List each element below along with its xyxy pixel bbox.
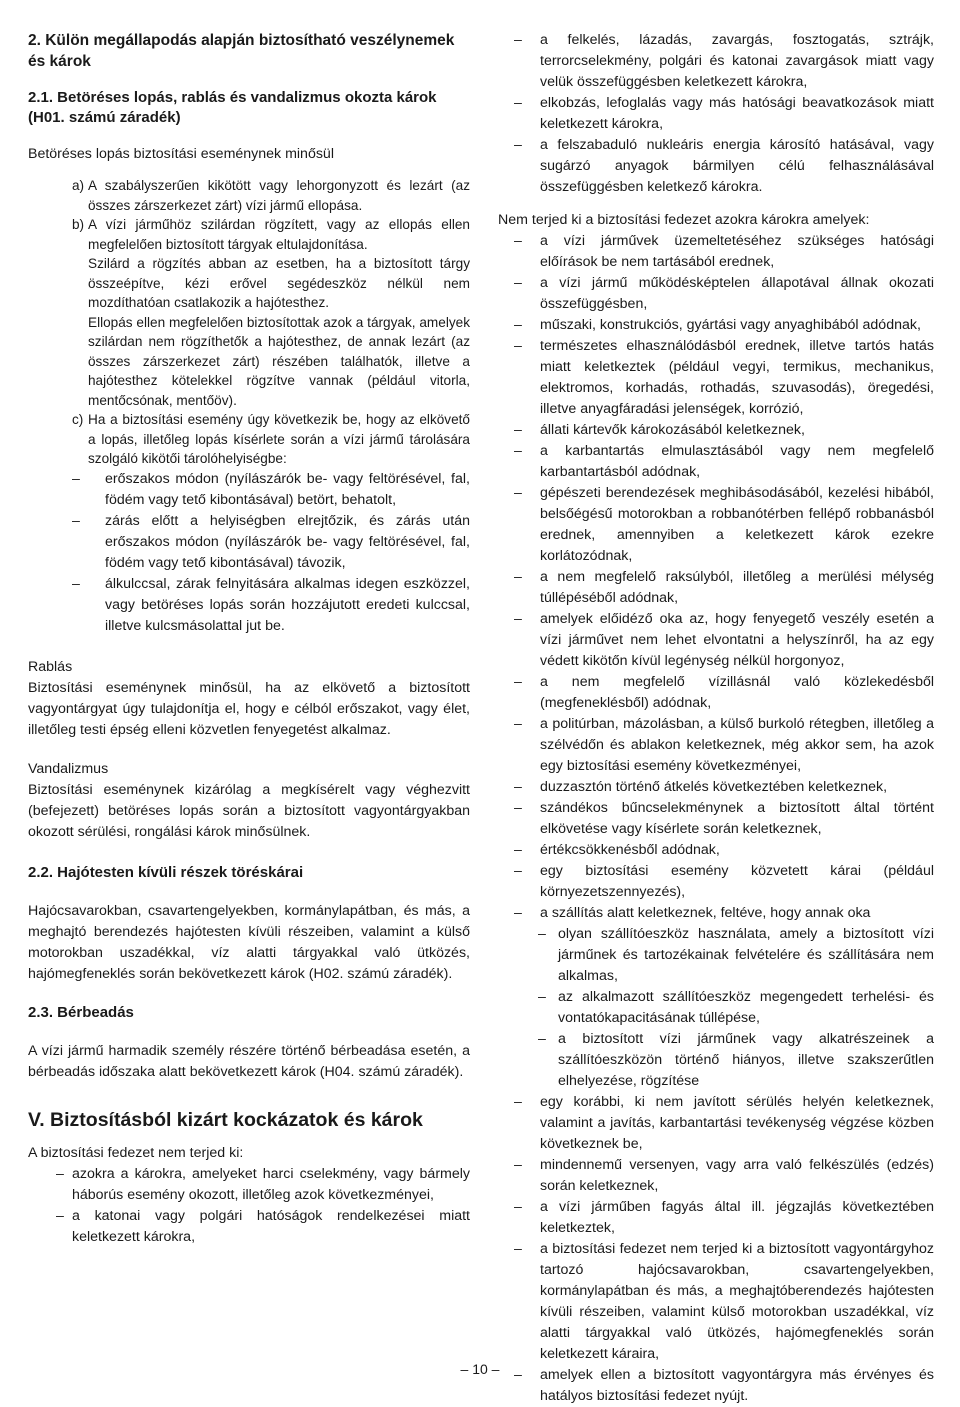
list-item: – az alkalmazott szállítóeszköz megengedett terhelési- és vontatókapacitásának túllépése,: [498, 987, 934, 1029]
exclusions-intro: A biztosítási fedezet nem terjed ki:: [28, 1144, 244, 1161]
list-item: – zárás előtt a helyiségben elrejtőzik, és zárás után erőszakos módon (nyílászárók be- vagy feltörésével, fal, födém vagy tető kibontásával) távozik,: [72, 511, 470, 574]
page-number: – 10 –: [460, 1361, 500, 1377]
vandalism-text: Biztosítási eseménynek kizárólag a megkísérelt vagy véghezvitt (befejezett) betöréses lopás során a biztosított vagyontárgyakban okozott sérülési, rongálási károk minősülnek.: [28, 781, 470, 840]
section-2-1-heading: 2.1. Betöréses lopás, rablás és vandalizmus okozta károk (H01. számú záradék): [28, 89, 437, 126]
robbery-text: Biztosítási eseménynek minősül, ha az elkövető a biztosított vagyontárgyat úgy tulajdonítja el, hogy e célból erőszakot, vagy élet, illetőleg testi épség elleni közvetlen fenyegetést alkalmaz.: [28, 679, 470, 738]
section-2-heading: 2. Külön megállapodás alapján biztosítható veszélynemek és károk: [28, 32, 455, 70]
list-item: – erőszakos módon (nyílászárók be- vagy feltörésével, fal, födém vagy tető kibontásával) betört, behatolt,: [72, 469, 470, 511]
exclusions-list: [28, 1164, 470, 1248]
list-item: – amelyek előidéző oka az, hogy fenyegető veszély esetén a vízi járművet nem lehet elvontatni a helyszínről, ha az egy védett kikötőn kívül legénység nélkül horgonyoz,: [498, 609, 934, 672]
condition-c: c) Ha a biztosítási esemény úgy következik be, hogy az elkövető a lopás, illetőleg lopás kísérlete során a vízi jármű tárolására szolgáló kikötői tárolóhelyiségbe:: [72, 412, 470, 466]
vandalism-title: Vandalizmus: [28, 760, 109, 777]
list-item: – természetes elhasználódásból erednek, illetve tartós hatás miatt keletkeztek (például vegyi, termikus, mechanikus, elektromos, korhadás, rothadás, szuvasodás), öregedési, illetve anyagfáradási jelenségek, korrózió,: [498, 336, 934, 420]
list-item: – elkobzás, lefoglalás vagy más hatósági beavatkozások miatt keletkezett károkra,: [498, 93, 934, 135]
list-item: – azokra a károkra, amelyeket harci cselekmény, vagy bármely háborús esemény okozott, illetőleg azok következményei,: [28, 1164, 470, 1206]
list-item: – a politúrban, mázolásban, a külső burkoló rétegben, illetőleg a szélvédőn és ablakon keletkeznek, még akkor sem, ha azok egy biztosítási esemény következményei,: [498, 714, 934, 777]
list-item: – amelyek ellen a biztosított vagyontárgyra más érvényes és hatályos biztosítási fedezet nyújt.: [498, 1365, 934, 1407]
section-2-2-heading: 2.2. Hajótesten kívüli részek töréskárai: [28, 863, 304, 881]
condition-c-list: [72, 469, 470, 637]
burglary-conditions: [28, 176, 470, 637]
list-item: – a felszabaduló nukleáris energia károsító hatásával, vagy sugárzó anyagok bármilyen célú felhasználásával összefüggésben keletkező károkra.: [498, 135, 934, 198]
list-item: – a vízi járművek üzemeltetéséhez szükséges hatósági előírások be nem tartásából erednek,: [498, 231, 934, 273]
section-2-3-text: A vízi jármű harmadik személy részére történő bérbeadása esetén, a bérbeadás időszaka alatt bekövetkezett károk (H04. számú záradék).: [28, 1042, 470, 1080]
damage-exclusions-intro: Nem terjed ki a biztosítási fedezet azokra károkra amelyek:: [498, 212, 870, 228]
left-column: [28, 30, 470, 1248]
condition-b-detail-fixing: Szilárd a rögzítés abban az esetben, ha a biztosított tárgy összeépítve, kézi erővel segédeszköz nélkül nem mozdíthatóan csatlakozik a hajótesthez.: [88, 256, 470, 310]
transport-sublist: [498, 924, 934, 1092]
list-item: – duzzasztón történő átkelés következtében keletkeznek,: [498, 777, 934, 798]
section-2-2-text: Hajócsavarokban, csavartengelyekben, kormánylapátban, és más, a meghajtó berendezés hajótesten kívüli részeiben, valamint a külső motorokban uszadékkal, víz alatti tárgyakkal való ütközés, hajómegfeneklés során bekövetkezett károk (H02. számú záradék).: [28, 902, 470, 982]
list-item: – állati kártevők károkozásából keletkeznek,: [498, 420, 934, 441]
list-item: – a katonai vagy polgári hatóságok rendelkezései miatt keletkezett károkra,: [28, 1206, 470, 1248]
list-item: – a biztosítási fedezet nem terjed ki a biztosított vagyontárgyhoz tartozó hajócsavarokban, csavartengelyekben, kormánylapátban és más, a meghajtóberendezés hajótesten kívüli részeiben, valamint külső motorokban uszadékkal, víz alatti tárgyakkal való ütközés, hajómegfeneklés során keletkezett káraira,: [498, 1239, 934, 1365]
condition-b: b) A vízi járműhöz szilárdan rögzített, vagy az ellopás ellen megfelelően biztosított tárgyak eltulajdonítása.: [72, 217, 470, 252]
damage-exclusions-list: [498, 231, 934, 924]
list-item: – a nem megfelelő vízillásnál való közlekedésből (megfeneklésből) adódnak,: [498, 672, 934, 714]
list-item: – a karbantartás elmulasztásából vagy nem megfelelő karbantartásból adódnak,: [498, 441, 934, 483]
list-item: – egy korábbi, ki nem javított sérülés helyén keletkeznek, valamint a javítás, karbantartási tevékenység végzése közben következnek be,: [498, 1092, 934, 1155]
list-item: – a vízi járműben fagyás által ill. jégzajlás következtében keletkeztek,: [498, 1197, 934, 1239]
list-item: – a nem megfelelő raksúlyból, illetőleg a merülési mélység túllépéséből adódnak,: [498, 567, 934, 609]
condition-a: a) A szabályszerűen kikötött vagy lehorgonyzott és lezárt (az összes zárszerkezet zárt) vízi jármű ellopása.: [72, 178, 470, 213]
list-item: – szándékos bűncselekménynek a biztosított által történt elkövetése vagy kísérlete során keletkeznek,: [498, 798, 934, 840]
section-V-heading: V. Biztosításból kizárt kockázatok és károk: [28, 1108, 423, 1131]
list-item: – a felkelés, lázadás, zavargás, fosztogatás, sztrájk, terrorcselekmény, polgári és katonai zavargások miatt vagy velük összefüggésben keletkezett károkra,: [498, 30, 934, 93]
list-item: – a szállítás alatt keletkeznek, feltéve, hogy annak oka: [498, 903, 934, 924]
right-column: [498, 30, 934, 1407]
burglary-subheading: Betöréses lopás biztosítási eseménynek minősül: [28, 146, 334, 162]
section-2-3-heading: 2.3. Bérbeadás: [28, 1003, 134, 1021]
list-item: – a biztosított vízi járműnek vagy alkatrészeinek a szállítóeszközön történő hiányos, illetve szakszerűtlen elhelyezése, rögzítése: [498, 1029, 934, 1092]
list-item: – mindennemű versenyen, vagy arra való felkészülés (edzés) során keletkeznek,: [498, 1155, 934, 1197]
list-item: – olyan szállítóeszköz használata, amely a biztosított vízi járműnek és tartozékainak felvételére és szállítására nem alkalmas,: [498, 924, 934, 987]
list-item: – gépészeti berendezések meghibásodásából, kezelési hibából, belsőégésű motorokban a robbanótérben fellépő robbanásból erednek, amennyiben a keletkezett károk ezekre korlátozódnak,: [498, 483, 934, 567]
list-item: – értékcsökkenésből adódnak,: [498, 840, 934, 861]
robbery-title: Rablás: [28, 658, 73, 675]
exclusions-list-continued: [498, 30, 934, 198]
list-item: – a vízi jármű működésképtelen állapotával állnak okozati összefüggésben,: [498, 273, 934, 315]
list-item: – egy biztosítási esemény közvetett kárai (például környezetszennyezés),: [498, 861, 934, 903]
list-item: – álkulccsal, zárak felnyitására alkalmas idegen eszközzel, vagy betöréses lopás során hozzájutott eredeti kulccsal, illetve kulcsmásolattal jut be.: [72, 574, 470, 637]
list-item: – műszaki, konstrukciós, gyártási vagy anyaghibából adódnak,: [498, 315, 934, 336]
condition-b-detail-protection: Ellopás ellen megfelelően biztosítottak azok a tárgyak, amelyek szilárdan nem rögzíthetők a hajótesthez, de annak lezárt (az összes zárszerkezet zárt) részében találhatók, illetve a hajótesthez kötelekkel rögzítve vannak (például vitorla, mentőcsónak, mentőöv).: [88, 314, 470, 408]
